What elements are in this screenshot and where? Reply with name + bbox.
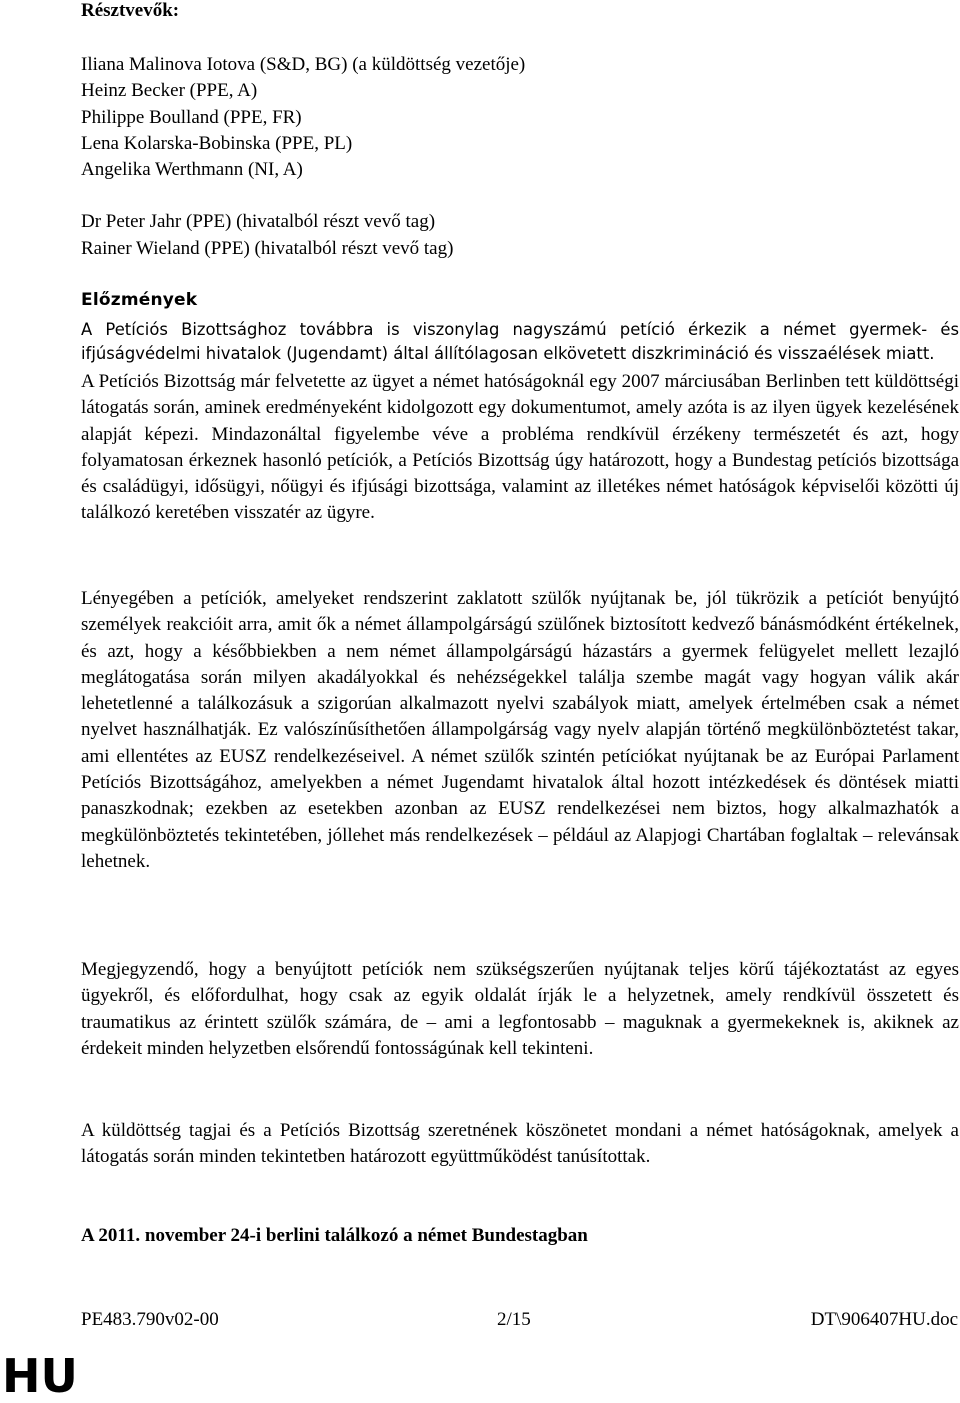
ex-officio-item: Rainer Wieland (PPE) (hivatalból részt vevő tag) xyxy=(81,237,454,259)
paragraph-4: A küldöttség tagjai és a Petíciós Bizottság szeretnének köszönetet mondani a német hatóságoknak, amelyek a látogatás során minden tekintetben határozott együttműködést tanúsítottak. xyxy=(81,1120,959,1168)
participant-item: Iliana Malinova Iotova (S&D, BG) (a küldöttség vezetője) xyxy=(81,54,526,75)
participants-heading: Résztvevők: xyxy=(81,0,180,21)
intro-sans-text: A Petíciós Bizottsághoz továbbra is viszonylag nagyszámú petíció érkezik a német gyermek- és ifjúságvédelmi hivatalok (Jugendamt) által állítólagosan elkövetett diszkrimináció és visszaélések miatt. xyxy=(81,320,959,364)
section-title-background: Előzmények xyxy=(81,290,198,310)
participant-item: Philippe Boulland (PPE, FR) xyxy=(81,106,302,128)
spacer xyxy=(81,183,881,209)
footer-page-number: 2/15 xyxy=(497,1309,531,1330)
participant-item: Angelika Werthmann (NI, A) xyxy=(81,159,303,181)
paragraph-3: Megjegyzendő, hogy a benyújtott petíciók nem szükségszerűen nyújtanak teljes körű tájékoztatást az egyes ügyekről, és előfordulhat, hogy csak az egyik oldalát írják le a helyzetnek, amely rendkívül összetett és traumatikus az érintett szülők számára, de – ami a legfontosabb – maguknak a gyermekeknek is, akiknek az érdekeit minden helyzetben elsőrendű fontosságúnak kell tekinteni. xyxy=(81,959,959,1059)
ex-officio-item: Dr Peter Jahr (PPE) (hivatalból részt vevő tag) xyxy=(81,211,436,233)
participant-item: Heinz Becker (PPE, A) xyxy=(81,80,258,102)
language-code: HU xyxy=(2,1349,78,1403)
meeting-heading: A 2011. november 24-i berlini találkozó a német Bundestagban xyxy=(81,1225,588,1246)
intro-paragraph: A Petíciós Bizottság már felvetette az ügyet a német hatóságoknál egy 2007 márciusában Berlinben tett küldöttségi látogatás során, aminek eredményeként kidolgozott egy dokumentumot, amely azóta is az ilyen ügyek kezelésének alapját képezi. Mindazonáltal figyelembe véve a probléma rendkívül érzékeny természetét és azt, hogy folyamatosan érkeznek hasonló petíciók, a Petíciós Bizottság úgy határozott, hogy a Bundestag petíciós bizottsága és családügyi, idősügyi, nőügyi és ifjúsági bizottsága, valamint az illetékes német hatóságok képviselői közötti új találkozó keretében visszatér az ügyre. xyxy=(81,371,959,524)
footer-doc-ref: PE483.790v02-00 xyxy=(81,1309,219,1330)
participant-item: Lena Kolarska-Bobinska (PPE, PL) xyxy=(81,132,353,154)
footer-file-name: DT\906407HU.doc xyxy=(810,1309,958,1330)
participants-list xyxy=(81,52,881,262)
paragraph-2: Lényegében a petíciók, amelyeket rendszerint zaklatott szülők nyújtanak be, jól tükrözik a petíciót benyújtó személyek reakcióit arra, amit ők a német állampolgárságú szülőnek biztosított kedvező bánásmódként értékelnek, és azt, hogy a későbbiekben a nem német állampolgárságú házastárs a gyermek felügyelet mellett lezajló meglátogatása során milyen akadályokkal és nehézségekkel találja szembe magát vagy hogyan válik akár lehetetlenné a találkozásuk a szigorúan alkalmazott nyelvi szabályok miatt, amelyek értelmében csak a német nyelvet használhatják. Ez valószínűsíthetően állampolgárság vagy nyelv alapján történő megkülönböztetést takar, ami ellentétes az EUSZ rendelkezéseivel. A német szülők szintén petíciókat nyújtanak be az Európai Parlament Petíciós Bizottságához, amelyekben a német Jugendamt hivatalok által hozott intézkedések és döntések miatti panaszkodnak; ezekben az esetekben azonban az EUSZ rendelkezései nem biztos, hogy alkalmazhatók a megkülönböztetés tekintetében, jóllehet más rendelkezések – például az Alapjogi Chartában foglaltak – relevánsak lehetnek. xyxy=(81,588,959,872)
